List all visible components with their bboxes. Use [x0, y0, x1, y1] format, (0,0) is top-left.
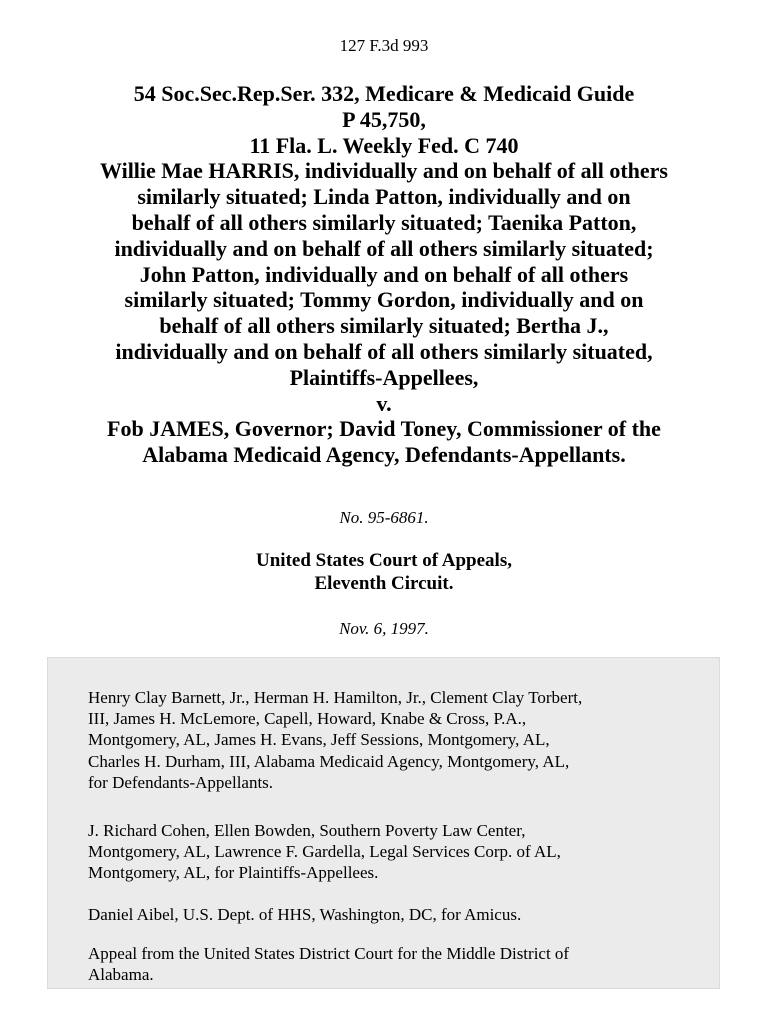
caption-line: Plaintiffs-Appellees, — [289, 364, 479, 390]
counsel-line: Charles H. Durham, III, Alabama Medicaid Agency, Montgomery, AL, — [88, 751, 570, 771]
caption-line: P 45,750, — [342, 106, 426, 132]
counsel-line: J. Richard Cohen, Ellen Bowden, Southern Poverty Law Center, — [88, 821, 526, 840]
caption-line: behalf of all others similarly situated; Bertha J., — [159, 313, 609, 339]
counsel-line: Daniel Aibel, U.S. Dept. of HHS, Washington, DC, for Amicus. — [88, 905, 522, 924]
caption-line: Willie Mae HARRIS, individually and on behalf of all others — [99, 158, 668, 184]
counsel-amicus — [88, 904, 688, 925]
docket-number: No. 95-6861. — [339, 508, 429, 527]
counsel-line: for Defendants-Appellants. — [88, 772, 274, 792]
caption-line: similarly situated; Linda Patton, individually and on — [137, 184, 631, 210]
caption-line: Fob JAMES, Governor; David Toney, Commissioner of the — [107, 416, 661, 442]
counsel-line: Montgomery, AL, for Plaintiffs-Appellees. — [88, 863, 379, 883]
caption-line: individually and on behalf of all others similarly situated, — [115, 338, 653, 364]
caption-line: similarly situated; Tommy Gordon, individually and on — [124, 287, 644, 313]
counsel-line: Alabama. — [88, 965, 154, 985]
court-name-line: Eleventh Circuit. — [314, 573, 454, 594]
caption-line: 11 Fla. L. Weekly Fed. C 740 — [249, 132, 519, 158]
counsel-line: Montgomery, AL, James H. Evans, Jeff Sessions, Montgomery, AL, — [88, 730, 550, 750]
caption-line: v. — [376, 390, 392, 416]
counsel-line: Montgomery, AL, Lawrence F. Gardella, Legal Services Corp. of AL, — [88, 842, 561, 862]
caption-line: behalf of all others similarly situated; Taenika Patton, — [131, 209, 637, 235]
counsel-section — [47, 657, 720, 989]
caption-line: individually and on behalf of all others similarly situated; — [114, 235, 654, 261]
caption-line: John Patton, individually and on behalf of all others — [139, 261, 629, 287]
appeal-origin — [88, 943, 688, 985]
counsel-plaintiffs — [88, 820, 688, 884]
counsel-defendants — [88, 687, 688, 793]
caption-line: 54 Soc.Sec.Rep.Ser. 332, Medicare & Medicaid Guide — [133, 81, 635, 106]
caption-line: Alabama Medicaid Agency, Defendants-Appellants. — [142, 442, 626, 468]
counsel-line: Henry Clay Barnett, Jr., Herman H. Hamilton, Jr., Clement Clay Torbert, — [88, 688, 583, 707]
reporter-citation: 127 F.3d 993 — [339, 36, 429, 55]
court-name-line: United States Court of Appeals, — [256, 550, 512, 571]
decision-date: Nov. 6, 1997. — [339, 619, 429, 638]
case-caption — [40, 81, 728, 468]
court-name — [0, 549, 768, 595]
counsel-line: III, James H. McLemore, Capell, Howard, Knabe & Cross, P.A., — [88, 709, 527, 729]
counsel-line: Appeal from the United States District Court for the Middle District of — [88, 944, 570, 963]
